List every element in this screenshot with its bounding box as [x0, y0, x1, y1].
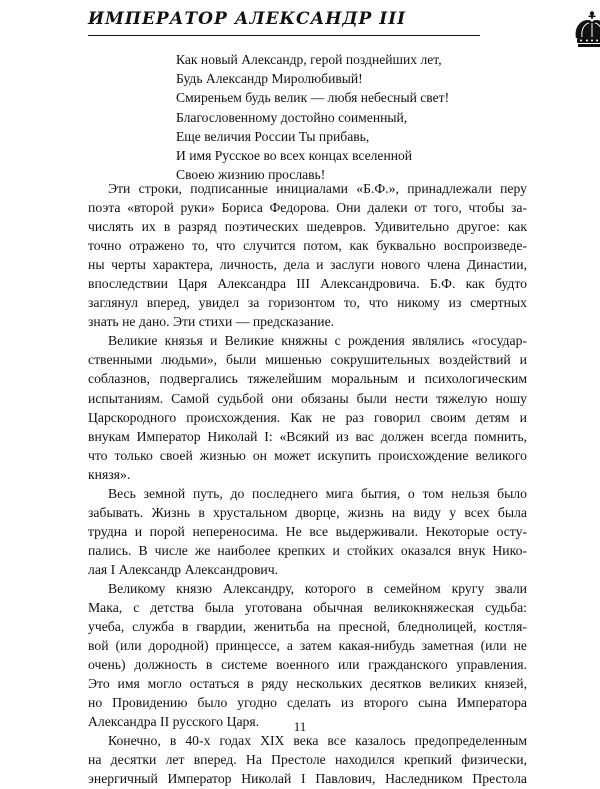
- text-line: Мака, с детства была уготована обычная великокняжеская судьба:: [88, 600, 527, 616]
- paragraph: [88, 731, 527, 788]
- text-line: энергичный Император Николай I Павлович, Наследником Престола: [88, 771, 527, 787]
- crown-icon: [568, 10, 600, 50]
- poem-line: Благословенному достойно соименный,: [176, 109, 408, 125]
- text-line: очень) должность в системе военного или гражданского управления.: [88, 657, 527, 673]
- poem-line: Еще величия России Ты прибавь,: [176, 128, 370, 144]
- text-line: Это имя могло остаться в ряду нескольких десятков великих князей,: [88, 676, 527, 692]
- text-line: впоследствии Царя Александра III Александровича. Б.Ф. как будто: [88, 276, 527, 292]
- running-head: [88, 6, 528, 36]
- text-line: учеба, служба в гвардии, женитьба на пресной, бледнолицей, костля-: [88, 619, 527, 635]
- page-number: 11: [293, 719, 307, 734]
- body-text: [88, 179, 527, 789]
- text-line: ственными людьми», были мишенью сокрушительных воздействий и: [88, 352, 527, 368]
- text-line: что только своей жизнью он может искупить происхождение великого: [88, 447, 527, 463]
- text-line: Эти строки, подписанные инициалами «Б.Ф.», принадлежали перу: [108, 181, 527, 196]
- text-line: Конечно, в 40-х годах XIX века все казалось предопределенным: [108, 733, 527, 749]
- text-line: числять их в разряд поэтических шедевров. Удивительно другое: как: [88, 219, 527, 235]
- text-line: Александра II русского Царя.: [88, 714, 260, 730]
- poem-line: Смиреньем будь велик — любя небесный свет!: [176, 90, 450, 106]
- text-line: но Провидению было угодно сделать из второго сына Императора: [88, 695, 527, 711]
- text-line: вой (или дородной) принцессе, а затем какая-нибудь заметная (или не: [88, 638, 527, 654]
- paragraph: [88, 179, 527, 331]
- text-line: трудна и порой непереносима. Не все выдерживали. Некоторые осту-: [88, 523, 527, 539]
- paragraph: [88, 579, 527, 731]
- paragraph: [88, 331, 527, 483]
- running-title: ИМПЕРАТОР АЛЕКСАНДР III: [88, 9, 407, 29]
- text-line: Царскородного происхождения. Как не раз говорил своим детям и: [88, 409, 527, 425]
- text-line: лая I Александр Александрович.: [88, 561, 279, 577]
- text-line: Весь земной путь, до последнего мига бытия, о том нельзя было: [108, 485, 527, 501]
- text-line: пались. В числе же наиболее крепких и стойких оказался внук Нико-: [88, 542, 527, 558]
- poem-line: Своею жизнию прославь!: [176, 167, 326, 183]
- text-line: заглянул вперед, увидел за горизонтом то, что никому из смертных: [88, 295, 527, 311]
- text-line: забывать. Жизнь в хрустальном дворце, жизнь на виду у всех была: [88, 504, 527, 520]
- poem-line: Будь Александр Миролюбивый!: [176, 71, 363, 87]
- text-line: знать не дано. Эти стихи — предсказание.: [88, 314, 335, 330]
- text-line: Великому князю Александру, которого в семейном кругу звали: [108, 580, 527, 596]
- poem-line: Как новый Александр, герой позднейших лет,: [176, 52, 442, 67]
- text-line: внукам Император Николай I: «Всякий из вас должен всегда помнить,: [88, 428, 527, 444]
- paragraph: [88, 484, 527, 579]
- text-line: князя».: [88, 466, 131, 482]
- text-line: Великие князья и Великие княжны с рождения являлись «государ-: [108, 333, 527, 349]
- poem-line: И имя Русское во всех концах вселенной: [176, 148, 413, 164]
- header-rule: [88, 35, 480, 36]
- text-line: испытаниям. Самой судьбой они обязаны были нести тяжелую ношу: [88, 390, 527, 406]
- text-line: ны черты характера, личность, дела и заслуги нового члена Династии,: [88, 257, 527, 273]
- epigraph-poem: [176, 50, 536, 184]
- text-line: поэта «второй руки» Бориса Федорова. Они далеки от того, чтобы за-: [88, 200, 527, 216]
- text-line: соблазнов, подвергались тяжелейшим моральным и психологическим: [88, 371, 527, 387]
- text-line: на десятки лет вперед. На Престоле находился крепкий физически,: [88, 752, 527, 768]
- text-line: точно отражено то, что случится потом, как буквально воспроизведе-: [88, 238, 527, 254]
